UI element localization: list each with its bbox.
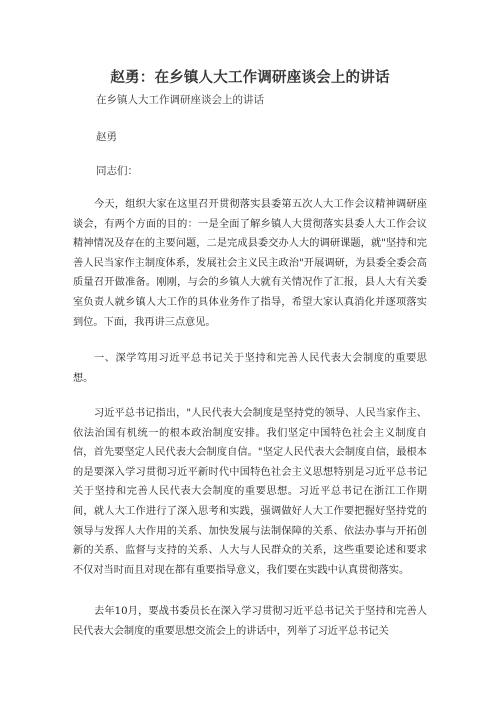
author-name: 赵勇	[96, 131, 117, 143]
document-subtitle: 在乡镇人大工作调研座谈会上的讲话	[96, 94, 264, 106]
section-heading-1: 一、深学笃用习近平总书记关于坚持和完善人民代表大会制度的重要思想。	[73, 353, 427, 384]
greeting: 同志们：	[96, 165, 138, 177]
paragraph-3: 去年10月，要战书委员长在深入学习贯彻习近平总书记关于坚持和完善人民代表大会制度的重要思想交流会上的讲话中，列举了习近平总书记关	[73, 606, 427, 637]
paragraph-2: 习近平总书记指出，"人民代表大会制度是坚持党的领导、人民当家作主、依法治国有机统一的根本政治制度安排。我们坚定中国特色社会主义制度自信，首先要坚定人民代表大会制度自信。"坚定人民代表大会制度自信，最根本的是要深入学习贯彻习近平新时代中国特色社会主义思想特别是习近平总书记关于坚持和完善人民代表大会制度的重要思想。习近平总书记在浙江工作期间，就人大工作进行了深入思考和实践，强调做好人大工作要把握好坚持党的领导与发挥人大作用的关系、加快发展与法制保障的关系、依法办事与开拓创新的关系、监督与支持的关系、人大与人民群众的关系，这些重要论述和要求不仅对当时而且对现在都有重要指导意义，我们要在实践中认真贯彻落实。	[73, 408, 427, 576]
paragraph-intro: 今天，组织大家在这里召开贯彻落实县委第五次人大工作会议精神调研座谈会，有两个方面的目的：一是全面了解乡镇人大贯彻落实县委人大工作会议精神情况及存在的主要问题，二是完成县委交办人大的调研课题，就"坚持和完善人民当家作主制度体系，发展社会主义民主政治"开展调研，为县委全委会高质量召开做准备。刚刚，与会的乡镇人大就有关情况作了汇报，县人大有关委室负责人就乡镇人大工作的具体业务作了指导，希望大家认真消化并逐项落实到位。下面，我再讲三点意见。	[73, 199, 427, 328]
document-title: 赵勇：在乡镇人大工作调研座谈会上的讲话	[110, 70, 390, 86]
